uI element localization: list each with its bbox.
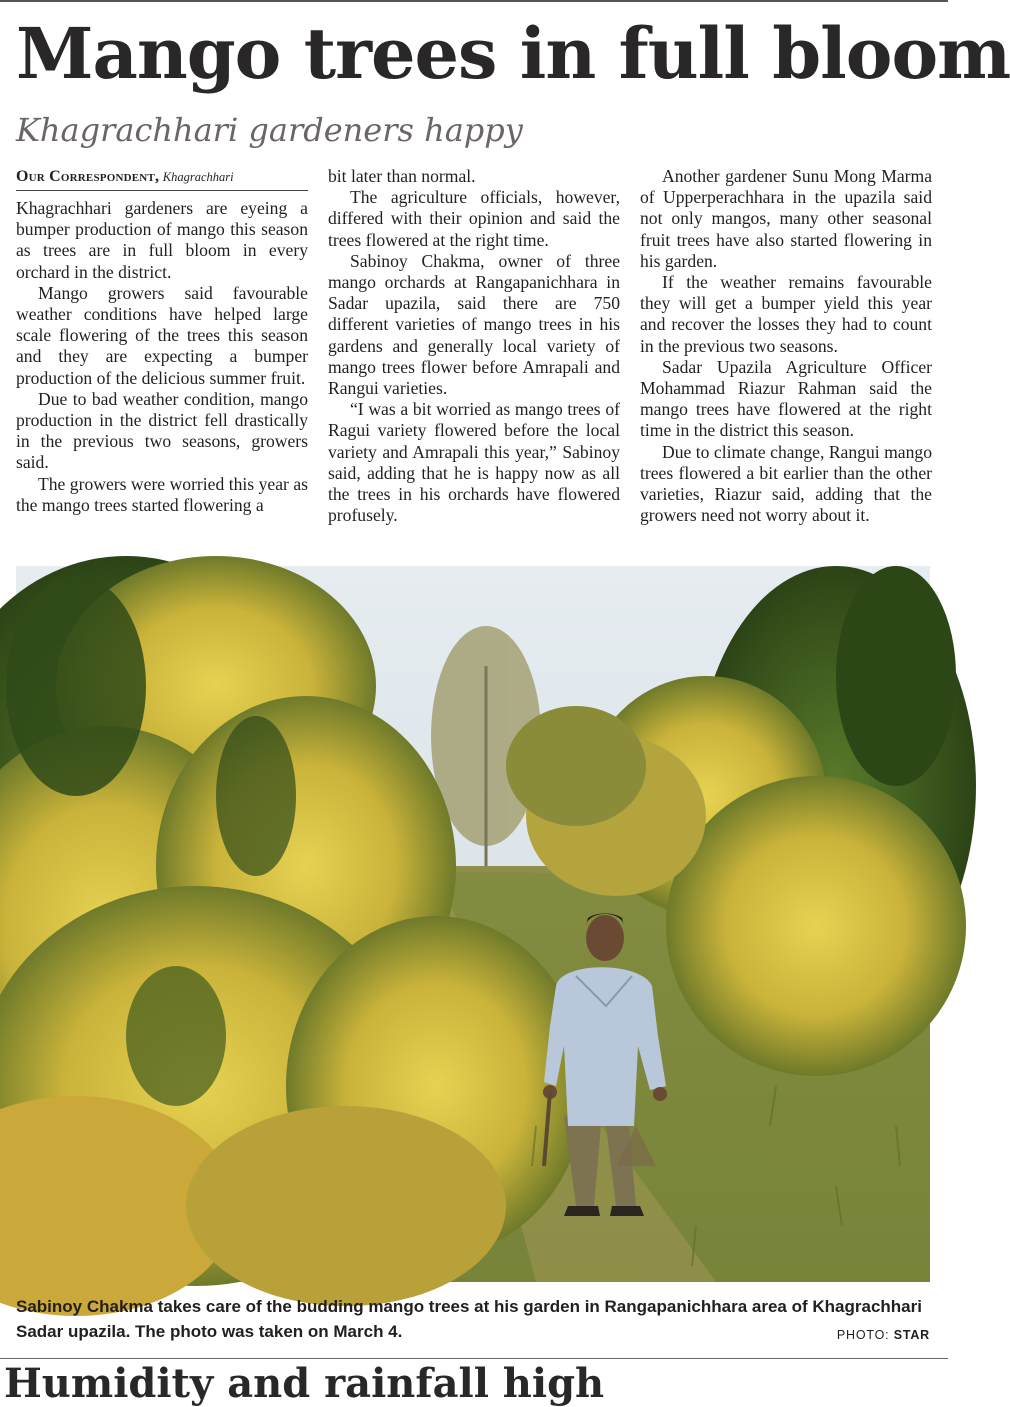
paragraph: Due to bad weather condition, mango production in the district fell drastically in the previous two seasons, growers said. [16, 388, 308, 473]
byline-place: Khagrachhari [162, 170, 234, 184]
paragraph: If the weather remains favourable they will get a bumper yield this year and recover the losses they had to count in the previous two seasons. [640, 272, 932, 356]
paragraph: Khagrachhari gardeners are eyeing a bumper production of mango this season as trees are in full bloom in every orchard in the district. [16, 198, 308, 282]
subheadline: Khagrachhari gardeners happy [16, 111, 523, 149]
paragraph: The growers were worried this year as the mango trees started flowering a [16, 473, 308, 515]
photo-credit-source: STAR [893, 1328, 930, 1342]
next-article-headline-fragment: Humidity and rainfall high [4, 1360, 605, 1407]
photo-credit-label: PHOTO: [836, 1328, 890, 1342]
photo-credit [837, 1328, 930, 1342]
orchard-illustration [16, 566, 930, 1282]
byline-name: Our Correspondent, [16, 168, 160, 185]
paragraph: Another gardener Sunu Mong Marma of Upperperachhara in the upazila said not only mangos, many other seasonal fruit trees have also started flowering in his garden. [640, 166, 932, 271]
paragraph: The agriculture officials, however, differed with their opinion and said the trees flowered at the right time. [328, 187, 620, 250]
paragraph: bit later than normal. [328, 166, 476, 186]
article-column-3 [640, 166, 932, 526]
headline: Mango trees in full bloom [16, 12, 1010, 95]
article-column-1 [16, 166, 308, 516]
photo-caption: Sabinoy Chakma takes care of the budding mango trees at his garden in Rangapanichhara area of Khagrachhari Sadar upazila. The photo was taken on March 4. [16, 1297, 922, 1341]
bottom-rule [0, 1358, 948, 1359]
article-photo [16, 566, 930, 1282]
top-rule [0, 0, 948, 2]
paragraph: Sadar Upazila Agriculture Officer Mohammad Riazur Rahman said the mango trees have flowered at the right time in the district this season. [640, 356, 932, 441]
byline [16, 166, 308, 191]
paragraph: Mango growers said favourable weather conditions have helped large scale flowering of the trees this season and they are expecting a bumper production of the delicious summer fruit. [16, 282, 308, 388]
paragraph: Due to climate change, Rangui mango trees flowered a bit earlier than the other varieties, Riazur said, adding that the growers need not worry about it. [640, 441, 932, 526]
paragraph: Sabinoy Chakma, owner of three mango orchards at Rangapanichhara in Sadar upazila, said there are 750 different varieties of mango trees in his gardens and generally local variety of mango trees flower before Amrapali and Rangui varieties. [328, 250, 620, 399]
paragraph: “I was a bit worried as mango trees of Ragui variety flowered before the local variety and Amrapali this year,” Sabinoy said, adding that he is happy now as all the trees in his orchards have flowered profusely. [328, 399, 620, 526]
article-column-2 [328, 166, 620, 526]
